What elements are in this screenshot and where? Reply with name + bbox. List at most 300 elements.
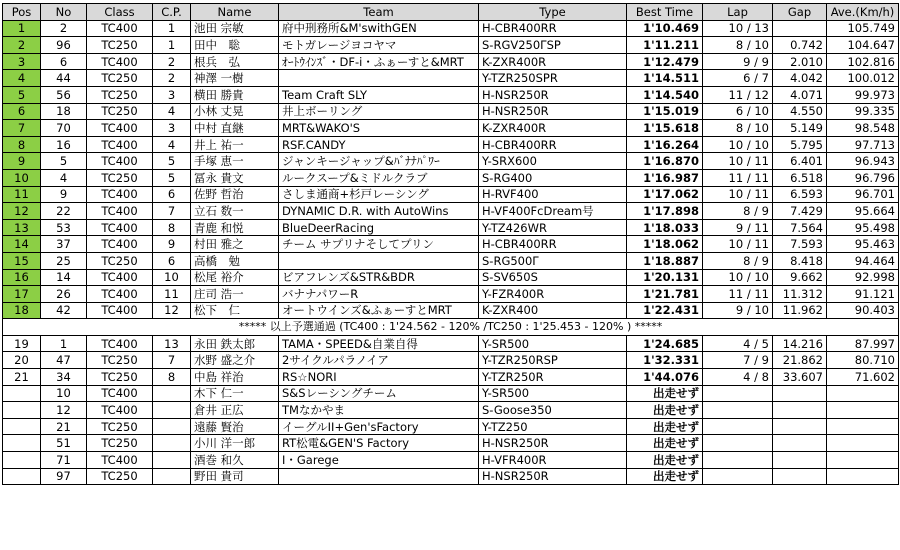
- table-row: [3, 252, 899, 269]
- cell-pos: [3, 452, 41, 469]
- cell-name: 水野 盛之介: [191, 352, 279, 369]
- cell-gap: 7.429: [773, 203, 827, 220]
- cell-team: ジャンキージャップ&ﾊﾞﾅﾅﾊﾟﾜｰ: [279, 153, 479, 170]
- cell-type: S-RG500Γ: [479, 252, 627, 269]
- cell-type: K-ZXR400R: [479, 53, 627, 70]
- cell-no: 14: [41, 269, 87, 286]
- cell-name: 根兵 弘: [191, 53, 279, 70]
- cell-pos: 3: [3, 53, 41, 70]
- cell-name: 小林 丈晃: [191, 103, 279, 120]
- cell-no: 53: [41, 219, 87, 236]
- cell-lap: 11 / 11: [703, 169, 773, 186]
- cell-best-time: 1'11.211: [627, 37, 703, 54]
- cell-no: 1: [41, 335, 87, 352]
- cell-best-time: 1'14.540: [627, 86, 703, 103]
- cell-team: ｵｰﾄｳｲﾝｽﾞ・DF-i・ふぁーすと&MRT: [279, 53, 479, 70]
- cell-no: 26: [41, 286, 87, 303]
- cell-team: モトガレージヨコヤマ: [279, 37, 479, 54]
- cell-name: 井上 祐一: [191, 136, 279, 153]
- separator-section: [3, 319, 899, 336]
- cell-no: 16: [41, 136, 87, 153]
- table-row: [3, 153, 899, 170]
- cell-team: 府中刑務所&M'swithGEN: [279, 20, 479, 37]
- cell-team: TMなかやま: [279, 402, 479, 419]
- cell-no: 47: [41, 352, 87, 369]
- table-row: [3, 286, 899, 303]
- table-row: [3, 203, 899, 220]
- cell-class: TC400: [87, 53, 153, 70]
- cell-lap: 10 / 10: [703, 136, 773, 153]
- cell-best-time: 1'10.469: [627, 20, 703, 37]
- cell-lap: 8 / 10: [703, 37, 773, 54]
- cell-no: 97: [41, 468, 87, 485]
- cell-name: 松尾 裕介: [191, 269, 279, 286]
- cell-type: H-VFR400R: [479, 452, 627, 469]
- cell-name: 酒巻 和久: [191, 452, 279, 469]
- cell-ave: 94.464: [827, 252, 899, 269]
- cell-best-time: 1'12.479: [627, 53, 703, 70]
- cell-gap: 14.216: [773, 335, 827, 352]
- cell-no: 42: [41, 302, 87, 319]
- cell-no: 21: [41, 418, 87, 435]
- cell-best-time: 出走せず: [627, 418, 703, 435]
- cell-pos: 10: [3, 169, 41, 186]
- cell-type: S-SV650S: [479, 269, 627, 286]
- separator-row: [3, 319, 899, 336]
- cell-gap: 21.862: [773, 352, 827, 369]
- cell-team: チーム サプリナそしてプリン: [279, 236, 479, 253]
- cell-team: RSF.CANDY: [279, 136, 479, 153]
- cell-ave: 92.998: [827, 269, 899, 286]
- cell-type: H-NSR250R: [479, 103, 627, 120]
- table-row: [3, 335, 899, 352]
- cell-best-time: 1'17.062: [627, 186, 703, 203]
- cell-type: K-ZXR400R: [479, 120, 627, 137]
- cell-best-time: 1'24.685: [627, 335, 703, 352]
- cell-cp: 1: [153, 37, 191, 54]
- cell-name: 池田 宗敏: [191, 20, 279, 37]
- cell-pos: 21: [3, 369, 41, 386]
- cell-cp: 4: [153, 103, 191, 120]
- cell-no: 37: [41, 236, 87, 253]
- cell-pos: 7: [3, 120, 41, 137]
- cell-name: 小川 洋一郎: [191, 435, 279, 452]
- cell-ave: [827, 385, 899, 402]
- cell-ave: 98.548: [827, 120, 899, 137]
- cell-no: 4: [41, 169, 87, 186]
- table-row: [3, 86, 899, 103]
- cell-class: TC400: [87, 186, 153, 203]
- cell-no: 71: [41, 452, 87, 469]
- cell-class: TC250: [87, 418, 153, 435]
- cell-name: 中村 直継: [191, 120, 279, 137]
- cell-team: Team Craft SLY: [279, 86, 479, 103]
- table-row: [3, 452, 899, 469]
- cell-name: 神澤 一樹: [191, 70, 279, 87]
- cell-name: 冨永 貴文: [191, 169, 279, 186]
- table-row: [3, 468, 899, 485]
- cell-lap: 9 / 9: [703, 53, 773, 70]
- cell-best-time: 1'16.264: [627, 136, 703, 153]
- cell-type: H-CBR400RR: [479, 236, 627, 253]
- cell-lap: [703, 402, 773, 419]
- cell-name: 永田 鉄太郎: [191, 335, 279, 352]
- cell-ave: 105.749: [827, 20, 899, 37]
- table-row: [3, 435, 899, 452]
- cell-gap: [773, 385, 827, 402]
- table-row: [3, 37, 899, 54]
- table-row: [3, 20, 899, 37]
- cell-pos: 18: [3, 302, 41, 319]
- cell-lap: 9 / 11: [703, 219, 773, 236]
- cell-type: H-NSR250R: [479, 86, 627, 103]
- cell-cp: 2: [153, 70, 191, 87]
- cell-type: Y-TZR250RSP: [479, 352, 627, 369]
- cell-type: K-ZXR400: [479, 302, 627, 319]
- cell-gap: 7.593: [773, 236, 827, 253]
- cell-best-time: 出走せず: [627, 435, 703, 452]
- cell-pos: 13: [3, 219, 41, 236]
- cell-gap: 2.010: [773, 53, 827, 70]
- cell-no: 70: [41, 120, 87, 137]
- cell-ave: 97.713: [827, 136, 899, 153]
- cell-type: S-Goose350: [479, 402, 627, 419]
- cell-cp: 5: [153, 153, 191, 170]
- cell-gap: 6.593: [773, 186, 827, 203]
- cell-lap: 11 / 11: [703, 286, 773, 303]
- table-row: [3, 136, 899, 153]
- cell-no: 34: [41, 369, 87, 386]
- cell-lap: 4 / 5: [703, 335, 773, 352]
- cell-team: さしま通商+杉戸レーシング: [279, 186, 479, 203]
- header-lap: Lap: [703, 4, 773, 21]
- cell-pos: 17: [3, 286, 41, 303]
- cell-cp: 9: [153, 236, 191, 253]
- cell-best-time: 1'20.131: [627, 269, 703, 286]
- cell-type: H-CBR400RR: [479, 20, 627, 37]
- cell-lap: [703, 468, 773, 485]
- cell-class: TC250: [87, 468, 153, 485]
- cell-cp: 7: [153, 203, 191, 220]
- cell-team: TAMA・SPEED&自業自得: [279, 335, 479, 352]
- cell-class: TC400: [87, 269, 153, 286]
- cell-gap: 33.607: [773, 369, 827, 386]
- cell-ave: [827, 468, 899, 485]
- cell-class: TC250: [87, 252, 153, 269]
- cell-ave: 80.710: [827, 352, 899, 369]
- cell-cp: 10: [153, 269, 191, 286]
- cell-cp: 1: [153, 20, 191, 37]
- cell-class: TC400: [87, 335, 153, 352]
- table-row: [3, 186, 899, 203]
- cell-cp: 5: [153, 169, 191, 186]
- cell-ave: 95.664: [827, 203, 899, 220]
- cell-pos: [3, 402, 41, 419]
- cell-cp: [153, 468, 191, 485]
- cell-class: TC400: [87, 136, 153, 153]
- cell-team: S&Sレーシングチーム: [279, 385, 479, 402]
- cell-type: Y-SR500: [479, 335, 627, 352]
- table-row: [3, 236, 899, 253]
- cell-lap: 10 / 11: [703, 236, 773, 253]
- cell-pos: [3, 418, 41, 435]
- cell-name: 野田 貴司: [191, 468, 279, 485]
- cell-type: Y-TZR250SPR: [479, 70, 627, 87]
- cell-class: TC250: [87, 369, 153, 386]
- cell-best-time: 1'21.781: [627, 286, 703, 303]
- cell-pos: 16: [3, 269, 41, 286]
- header-cp: C.P.: [153, 4, 191, 21]
- cell-class: TC400: [87, 153, 153, 170]
- cell-cp: 13: [153, 335, 191, 352]
- cell-pos: 5: [3, 86, 41, 103]
- cell-cp: 12: [153, 302, 191, 319]
- table-row: [3, 369, 899, 386]
- cell-cp: [153, 385, 191, 402]
- cell-pos: [3, 468, 41, 485]
- cell-name: 手塚 恵一: [191, 153, 279, 170]
- cell-name: 倉井 正広: [191, 402, 279, 419]
- cell-type: Y-FZR400R: [479, 286, 627, 303]
- cell-no: 56: [41, 86, 87, 103]
- cell-name: 村田 雅之: [191, 236, 279, 253]
- cell-ave: 96.943: [827, 153, 899, 170]
- cell-best-time: 1'16.870: [627, 153, 703, 170]
- cell-type: H-VF400FcDream号: [479, 203, 627, 220]
- cell-no: 51: [41, 435, 87, 452]
- cell-class: TC400: [87, 286, 153, 303]
- cell-class: TC400: [87, 20, 153, 37]
- cell-lap: 10 / 11: [703, 153, 773, 170]
- table-row: [3, 269, 899, 286]
- cell-ave: 99.335: [827, 103, 899, 120]
- cell-type: Y-TZ250: [479, 418, 627, 435]
- cell-gap: 8.418: [773, 252, 827, 269]
- cell-ave: [827, 452, 899, 469]
- cell-ave: [827, 402, 899, 419]
- header-best-time: Best Time: [627, 4, 703, 21]
- cell-gap: [773, 418, 827, 435]
- cell-pos: 9: [3, 153, 41, 170]
- cell-type: Y-SR500: [479, 385, 627, 402]
- header-type: Type: [479, 4, 627, 21]
- cell-ave: 91.121: [827, 286, 899, 303]
- cell-class: TC400: [87, 402, 153, 419]
- cell-ave: [827, 435, 899, 452]
- cell-ave: 100.012: [827, 70, 899, 87]
- cell-pos: 8: [3, 136, 41, 153]
- cell-type: H-CBR400RR: [479, 136, 627, 153]
- header-ave: Ave.(Km/h): [827, 4, 899, 21]
- cell-class: TC400: [87, 302, 153, 319]
- cell-team: RS☆NORI: [279, 369, 479, 386]
- cell-team: I・Garege: [279, 452, 479, 469]
- cell-best-time: 1'15.019: [627, 103, 703, 120]
- cell-best-time: 1'18.033: [627, 219, 703, 236]
- cell-gap: 7.564: [773, 219, 827, 236]
- cell-no: 44: [41, 70, 87, 87]
- cell-gap: 0.742: [773, 37, 827, 54]
- cell-class: TC250: [87, 103, 153, 120]
- table-row: [3, 385, 899, 402]
- cell-lap: 6 / 10: [703, 103, 773, 120]
- cell-best-time: 1'16.987: [627, 169, 703, 186]
- qualify-cutoff-note: ***** 以上予選通過 (TC400 : 1'24.562 - 120% /TC250 : 1'25.453 - 120% ) *****: [3, 319, 899, 336]
- cell-gap: 5.795: [773, 136, 827, 153]
- cell-best-time: 出走せず: [627, 402, 703, 419]
- cell-best-time: 1'18.887: [627, 252, 703, 269]
- cell-ave: 95.463: [827, 236, 899, 253]
- cell-cp: 6: [153, 252, 191, 269]
- cell-best-time: 1'22.431: [627, 302, 703, 319]
- table-row: [3, 418, 899, 435]
- cell-class: TC250: [87, 352, 153, 369]
- table-row: [3, 219, 899, 236]
- cell-no: 5: [41, 153, 87, 170]
- header-name: Name: [191, 4, 279, 21]
- cell-no: 2: [41, 20, 87, 37]
- cell-lap: [703, 435, 773, 452]
- cell-pos: 20: [3, 352, 41, 369]
- header-no: No: [41, 4, 87, 21]
- cell-type: Y-SRX600: [479, 153, 627, 170]
- cell-gap: [773, 468, 827, 485]
- cell-class: TC250: [87, 86, 153, 103]
- cell-ave: [827, 418, 899, 435]
- cell-gap: 5.149: [773, 120, 827, 137]
- cell-best-time: 1'18.062: [627, 236, 703, 253]
- cell-lap: 11 / 12: [703, 86, 773, 103]
- cell-team: イーグルII+Gen'sFactory: [279, 418, 479, 435]
- cell-class: TC250: [87, 70, 153, 87]
- cell-lap: 10 / 11: [703, 186, 773, 203]
- cell-team: 井上ボーリング: [279, 103, 479, 120]
- cell-ave: 96.796: [827, 169, 899, 186]
- cell-team: オートウインズ&ふぁーすとMRT: [279, 302, 479, 319]
- cell-lap: 8 / 9: [703, 252, 773, 269]
- cell-cp: 2: [153, 53, 191, 70]
- cell-class: TC250: [87, 169, 153, 186]
- header-pos: Pos: [3, 4, 41, 21]
- cell-pos: 15: [3, 252, 41, 269]
- cell-team: [279, 252, 479, 269]
- cell-name: 高橋 勉: [191, 252, 279, 269]
- cell-ave: 99.973: [827, 86, 899, 103]
- cell-pos: [3, 435, 41, 452]
- cell-type: S-RG400: [479, 169, 627, 186]
- cell-pos: [3, 385, 41, 402]
- cell-pos: 1: [3, 20, 41, 37]
- cell-cp: 11: [153, 286, 191, 303]
- cell-cp: 4: [153, 136, 191, 153]
- cell-name: 中島 祥治: [191, 369, 279, 386]
- cell-name: 田中 聡: [191, 37, 279, 54]
- cell-pos: 19: [3, 335, 41, 352]
- cell-class: TC400: [87, 219, 153, 236]
- cell-cp: 6: [153, 186, 191, 203]
- cell-class: TC400: [87, 385, 153, 402]
- cell-best-time: 1'44.076: [627, 369, 703, 386]
- cell-team: [279, 468, 479, 485]
- cell-lap: 8 / 9: [703, 203, 773, 220]
- header-row: [3, 4, 899, 21]
- cell-gap: 4.071: [773, 86, 827, 103]
- cell-lap: 10 / 13: [703, 20, 773, 37]
- cell-team: RT松電&GEN'S Factory: [279, 435, 479, 452]
- cell-ave: 71.602: [827, 369, 899, 386]
- cell-cp: [153, 452, 191, 469]
- cell-team: [279, 70, 479, 87]
- cell-cp: 3: [153, 86, 191, 103]
- table-row: [3, 352, 899, 369]
- qualified-rows: [3, 20, 899, 319]
- cell-ave: 102.816: [827, 53, 899, 70]
- cell-gap: 6.518: [773, 169, 827, 186]
- cell-class: TC400: [87, 236, 153, 253]
- cell-team: BlueDeerRacing: [279, 219, 479, 236]
- results-table: [2, 3, 899, 485]
- cell-no: 12: [41, 402, 87, 419]
- cell-team: バナナパワーR: [279, 286, 479, 303]
- cell-name: 木下 仁一: [191, 385, 279, 402]
- cell-lap: [703, 385, 773, 402]
- cell-gap: 6.401: [773, 153, 827, 170]
- cell-pos: 14: [3, 236, 41, 253]
- cell-name: 遠藤 賢治: [191, 418, 279, 435]
- cell-gap: [773, 435, 827, 452]
- table-row: [3, 302, 899, 319]
- cell-lap: [703, 452, 773, 469]
- cell-lap: 10 / 10: [703, 269, 773, 286]
- cell-cp: [153, 402, 191, 419]
- cell-cp: [153, 418, 191, 435]
- cell-best-time: 1'17.898: [627, 203, 703, 220]
- cell-type: Y-TZR250R: [479, 369, 627, 386]
- cell-no: 25: [41, 252, 87, 269]
- cell-no: 9: [41, 186, 87, 203]
- cell-no: 96: [41, 37, 87, 54]
- cell-pos: 12: [3, 203, 41, 220]
- cell-gap: [773, 20, 827, 37]
- cell-gap: 4.042: [773, 70, 827, 87]
- cell-type: H-RVF400: [479, 186, 627, 203]
- cell-type: H-NSR250R: [479, 468, 627, 485]
- cell-lap: 4 / 8: [703, 369, 773, 386]
- cell-gap: [773, 452, 827, 469]
- cell-gap: 11.962: [773, 302, 827, 319]
- cell-no: 18: [41, 103, 87, 120]
- table-row: [3, 169, 899, 186]
- cell-lap: 6 / 7: [703, 70, 773, 87]
- cell-team: 2サイクルパラノイア: [279, 352, 479, 369]
- cell-no: 6: [41, 53, 87, 70]
- cell-cp: 8: [153, 219, 191, 236]
- cell-type: S-RGV250ΓSP: [479, 37, 627, 54]
- cell-cp: [153, 435, 191, 452]
- table-row: [3, 402, 899, 419]
- cell-type: H-NSR250R: [479, 435, 627, 452]
- header-class: Class: [87, 4, 153, 21]
- cell-ave: 95.498: [827, 219, 899, 236]
- table-row: [3, 120, 899, 137]
- cell-ave: 104.647: [827, 37, 899, 54]
- cell-team: DYNAMIC D.R. with AutoWins: [279, 203, 479, 220]
- cell-gap: 9.662: [773, 269, 827, 286]
- cell-ave: 90.403: [827, 302, 899, 319]
- cell-cp: 3: [153, 120, 191, 137]
- cell-best-time: 1'14.511: [627, 70, 703, 87]
- cell-pos: 2: [3, 37, 41, 54]
